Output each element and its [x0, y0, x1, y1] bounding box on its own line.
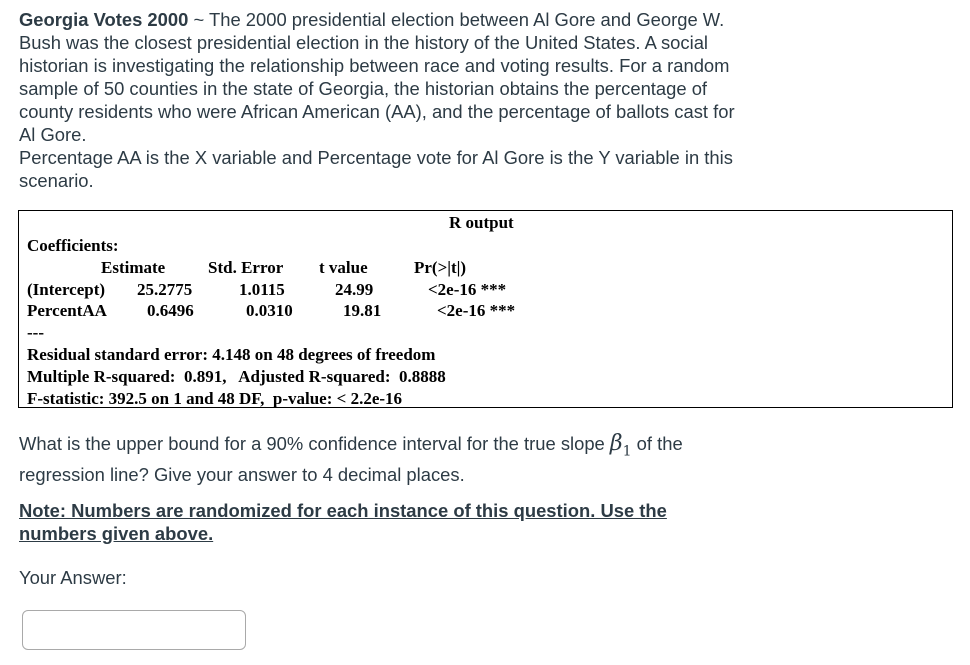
r-squared-line: Multiple R-squared: 0.891, Adjusted R-squared: 0.8888	[27, 367, 446, 386]
residual-standard-error: Residual standard error: 4.148 on 48 degrees of freedom	[27, 345, 436, 364]
output-separator: ---	[27, 323, 44, 342]
row-intercept-estimate: 25.2775	[137, 280, 193, 299]
intro-title: Georgia Votes 2000	[19, 9, 189, 30]
intro-variables: Percentage AA is the X variable and Percentage vote for Al Gore is the Y variable in this scenario.	[19, 147, 733, 191]
header-estimate: Estimate	[101, 258, 166, 277]
row-intercept-std-error: 1.0115	[239, 280, 285, 299]
header-t-value: t value	[319, 258, 368, 277]
answer-input[interactable]	[22, 610, 246, 650]
row-percentaa-name: PercentAA	[27, 301, 107, 320]
coefficients-label: Coefficients:	[27, 236, 119, 255]
row-intercept-name: (Intercept)	[27, 280, 106, 299]
row-percentaa-estimate: 0.6496	[147, 301, 194, 320]
header-p-value: Pr(>|t|)	[414, 258, 467, 277]
question-intro	[19, 8, 749, 192]
randomization-note: Note: Numbers are randomized for each instance of this question. Use the numbers given above.	[19, 500, 667, 544]
header-std-error: Std. Error	[208, 258, 284, 277]
beta-letter: β	[609, 431, 623, 456]
row-percentaa-std-error: 0.0310	[246, 301, 293, 320]
row-intercept-t-value: 24.99	[335, 280, 374, 299]
r-output-box	[18, 210, 953, 408]
question-text-after: of the regression line? Give your answer to 4 decimal places.	[19, 433, 683, 486]
beta-subscript: 1	[622, 443, 632, 460]
beta-symbol	[609, 431, 632, 460]
row-intercept-p-value: <2e-16 ***	[428, 280, 507, 299]
row-percentaa-p-value: <2e-16 ***	[437, 301, 516, 320]
r-output-title: R output	[449, 213, 514, 232]
f-statistic-line: F-statistic: 392.5 on 1 and 48 DF, p-value: < 2.2e-16	[27, 389, 403, 408]
row-percentaa-t-value: 19.81	[343, 301, 382, 320]
question-text	[19, 432, 749, 486]
intro-body: The 2000 presidential election between Al Gore and George W. Bush was the closest presidential election in the history of the United States. A social historian is investigating the relationship between race and voting results. For a random sample of 50 counties in the state of Georgia, the historian obtains the percentage of county residents who were African American (AA), and the percentage of ballots cast for Al Gore.	[19, 9, 735, 145]
intro-paragraph	[19, 8, 749, 146]
your-answer-label: Your Answer:	[19, 567, 127, 588]
question-text-before: What is the upper bound for a 90% confidence interval for the true slope	[19, 433, 610, 454]
intro-separator: ~	[188, 9, 209, 30]
